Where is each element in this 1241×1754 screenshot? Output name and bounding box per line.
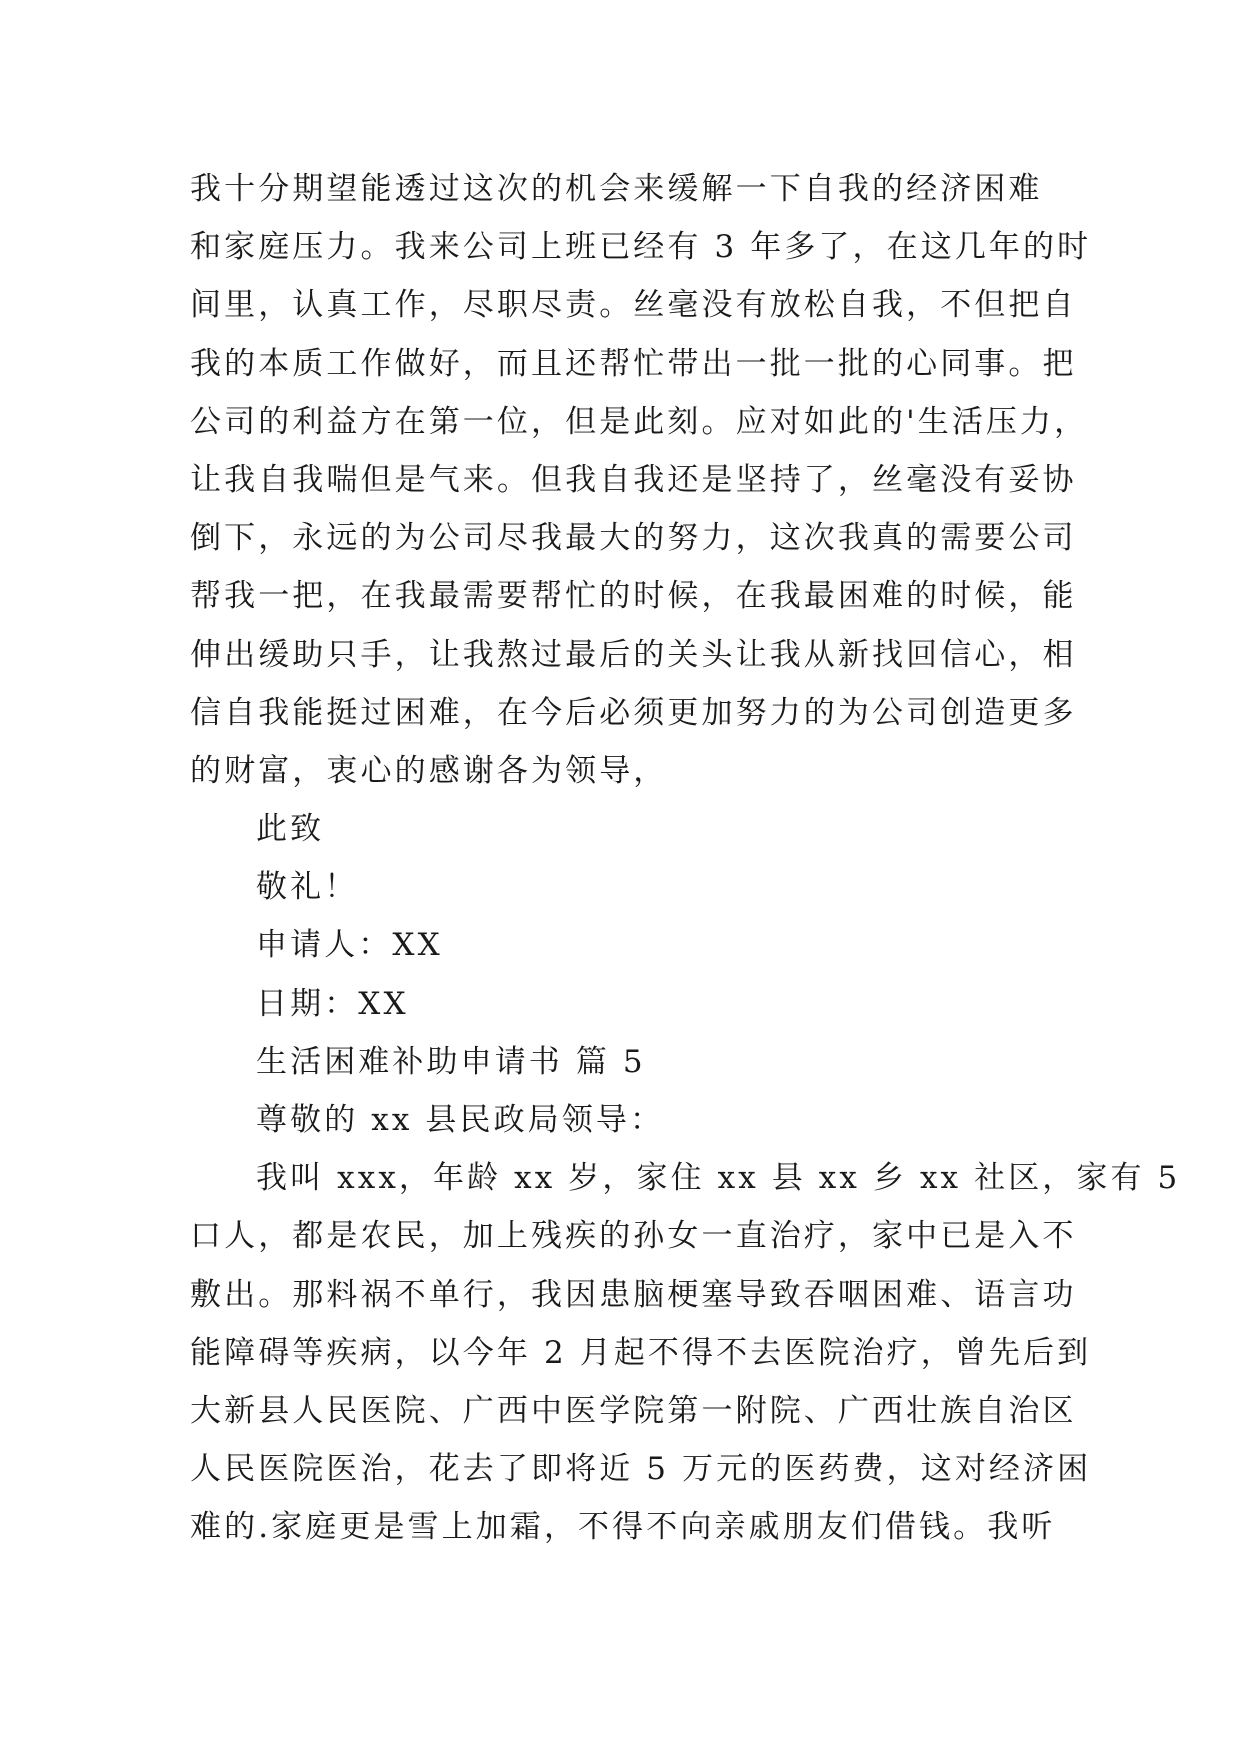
- paragraph-line: 间里，认真工作，尽职尽责。丝毫没有放松自我，不但把自: [190, 287, 1077, 324]
- closing-salute: 敬礼！: [256, 869, 359, 906]
- date-line: 日期：XX: [256, 985, 409, 1022]
- paragraph-line: 大新县人民医院、广西中医学院第一附院、广西壮族自治区: [190, 1392, 1077, 1429]
- paragraph-line: 口人，都是农民，加上残疾的孙女一直治疗，家中已是入不: [190, 1218, 1077, 1255]
- paragraph-line: 和家庭压力。我来公司上班已经有 3 年多了，在这几年的时: [190, 229, 1092, 266]
- paragraph-line: 我的本质工作做好，而且还帮忙带出一批一批的心同事。把: [190, 345, 1077, 382]
- closing-line: 此致: [256, 811, 325, 848]
- document-body: [190, 160, 1181, 1557]
- paragraph-line: 让我自我喘但是气来。但我自我还是坚持了，丝毫没有妥协: [190, 461, 1077, 498]
- paragraph-line: 伸出缓助只手，让我熬过最后的关头让我从新找回信心，相: [190, 636, 1077, 673]
- salutation-line: 尊敬的 xx 县民政局领导：: [256, 1102, 665, 1138]
- section-title: 生活困难补助申请书 篇 5: [256, 1043, 646, 1080]
- paragraph-line: 我十分期望能透过这次的机会来缓解一下自我的经济困难: [190, 171, 1043, 207]
- paragraph-line: 信自我能挺过困难，在今后必须更加努力的为公司创造更多: [190, 694, 1077, 731]
- applicant-line: 申请人：XX: [256, 927, 443, 964]
- paragraph-line: 公司的利益方在第一位，但是此刻。应对如此的'生活压力，: [190, 403, 1089, 440]
- paragraph-line: 人民医院医治，花去了即将近 5 万元的医药费，这对经济困: [190, 1451, 1092, 1488]
- paragraph-line: 倒下，永远的为公司尽我最大的努力，这次我真的需要公司: [190, 520, 1077, 557]
- paragraph-line: 帮我一把，在我最需要帮忙的时候，在我最困难的时候，能: [190, 578, 1077, 615]
- paragraph-line: 我叫 xxx，年龄 xx 岁，家住 xx 县 xx 乡 xx 社区，家有 5: [256, 1160, 1181, 1197]
- paragraph-line: 的财富，衷心的感谢各为领导，: [190, 752, 668, 789]
- paragraph-line: 难的.家庭更是雪上加霜，不得不向亲戚朋友们借钱。我听: [190, 1509, 1056, 1546]
- paragraph-line: 敷出。那料祸不单行，我因患脑梗塞导致吞咽困难、语言功: [190, 1276, 1077, 1313]
- paragraph-line: 能障碍等疾病，以今年 2 月起不得不去医院治疗，曾先后到: [190, 1334, 1092, 1371]
